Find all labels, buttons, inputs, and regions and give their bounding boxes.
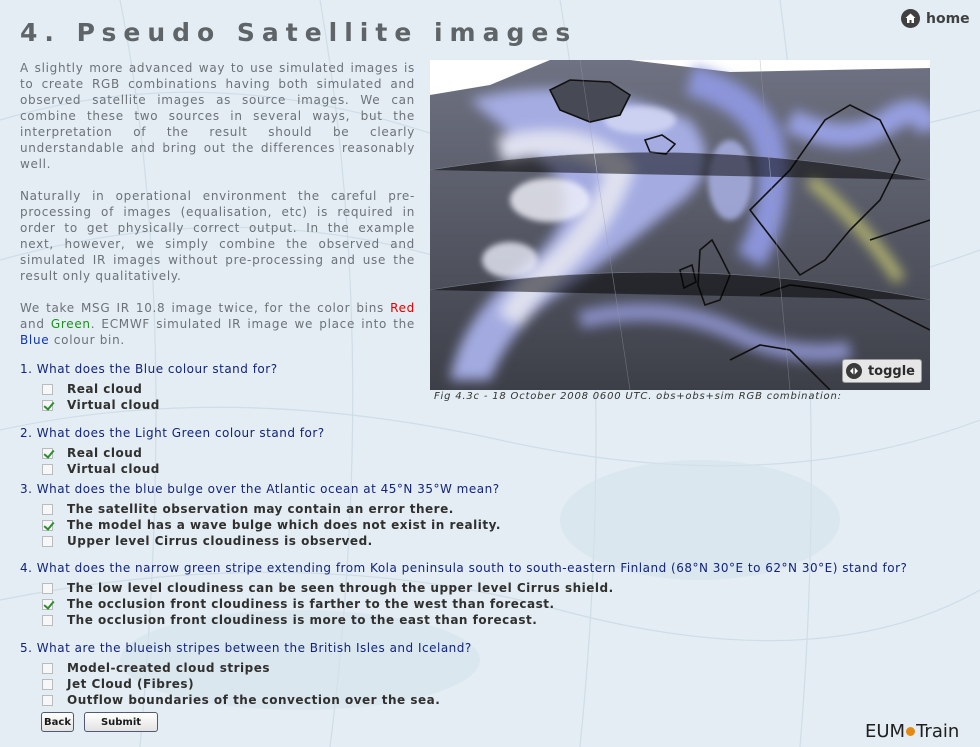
question-3 — [20, 482, 501, 549]
checkbox[interactable] — [42, 448, 53, 459]
question-5-text: 5. What are the blueish stripes between the British Isles and Iceland? — [20, 641, 472, 655]
red-bin-word: Red — [390, 301, 415, 315]
home-icon — [901, 9, 920, 28]
option-label: Outflow boundaries of the convection over the sea. — [67, 693, 441, 707]
checkbox[interactable] — [42, 695, 53, 706]
question-4-text: 4. What does the narrow green stripe extending from Kola peninsula south to south-eastern Finland (68°N 30°E to 62°N 30°E) stand for? — [20, 561, 908, 575]
q5-option-1[interactable] — [42, 660, 472, 676]
toggle-label: toggle — [867, 363, 915, 379]
option-label: Virtual cloud — [67, 462, 160, 476]
option-label: Upper level Cirrus cloudiness is observed. — [67, 534, 373, 548]
toggle-button[interactable] — [842, 359, 922, 383]
home-link[interactable] — [901, 9, 970, 28]
option-label: Virtual cloud — [67, 398, 160, 412]
q2-option-1[interactable] — [42, 445, 325, 461]
intro-paragraph-3 — [20, 300, 415, 348]
checkbox[interactable] — [42, 504, 53, 515]
logo-text-right: Train — [916, 721, 960, 742]
page-title: 4. Pseudo Satellite images — [20, 18, 578, 47]
figure-caption: Fig 4.3c - 18 October 2008 0600 UTC. obs+obs+sim RGB combination: — [434, 391, 842, 402]
satellite-image — [430, 60, 930, 390]
question-4 — [20, 561, 907, 628]
p3-text-b: and — [20, 317, 51, 331]
home-label: home — [926, 10, 970, 27]
q3-option-1[interactable] — [42, 501, 501, 517]
q4-option-2[interactable] — [42, 596, 907, 612]
p3-text-d: colour bin. — [49, 333, 125, 347]
intro-paragraph-1: A slightly more advanced way to use simulated images is to create RGB combinations having both simulated and observed satellite images as source images. We can combine these two sources in several ways, but the interpretation of the result should be clearly understandable and bring out the differences reasonably well. — [20, 61, 415, 171]
checkbox[interactable] — [42, 384, 53, 395]
logo-dot-icon — [906, 727, 915, 736]
p3-text-a: We take MSG IR 10.8 image twice, for the color bins — [20, 301, 391, 315]
q2-option-2[interactable] — [42, 461, 325, 477]
option-label: Model-created cloud stripes — [67, 661, 270, 675]
question-5 — [20, 641, 472, 708]
option-label: The model has a wave bulge which does not exist in reality. — [67, 518, 501, 532]
option-label: The low level cloudiness can be seen through the upper level Cirrus shield. — [67, 581, 614, 595]
satellite-rgb-image — [430, 60, 930, 390]
option-label: Real cloud — [67, 446, 143, 460]
checkbox[interactable] — [42, 536, 53, 547]
submit-button[interactable]: Submit — [84, 712, 158, 732]
intro-text — [20, 60, 415, 364]
q4-option-1[interactable] — [42, 580, 907, 596]
question-3-text: 3. What does the blue bulge over the Atlantic ocean at 45°N 35°W mean? — [20, 482, 500, 496]
option-label: Real cloud — [67, 382, 143, 396]
logo-text-left: EUM — [865, 721, 906, 742]
q5-option-3[interactable] — [42, 692, 472, 708]
checkbox[interactable] — [42, 679, 53, 690]
q1-option-2[interactable] — [42, 397, 278, 413]
eumetrain-logo — [865, 721, 959, 742]
checkbox[interactable] — [42, 400, 53, 411]
option-label: The satellite observation may contain an error there. — [67, 502, 454, 516]
toggle-icon — [846, 363, 862, 379]
q4-option-3[interactable] — [42, 612, 907, 628]
checkbox[interactable] — [42, 599, 53, 610]
q5-option-2[interactable] — [42, 676, 472, 692]
p3-text-c: . ECMWF simulated IR image we place into the — [90, 317, 415, 331]
checkbox[interactable] — [42, 583, 53, 594]
question-2-text: 2. What does the Light Green colour stand for? — [20, 426, 325, 440]
intro-paragraph-2: Naturally in operational environment the careful pre-processing of images (equalisation, etc) is required in order to get physically correct output. In the example next, however, we simply combine the observed and simulated IR images without pre-processing and use the result only qualitatively. — [20, 189, 415, 283]
option-label: Jet Cloud (Fibres) — [67, 677, 195, 691]
checkbox[interactable] — [42, 520, 53, 531]
question-1-text: 1. What does the Blue colour stand for? — [20, 362, 278, 376]
q1-option-1[interactable] — [42, 381, 278, 397]
q3-option-3[interactable] — [42, 533, 501, 549]
checkbox[interactable] — [42, 464, 53, 475]
option-label: The occlusion front cloudiness is farther to the west than forecast. — [67, 597, 555, 611]
blue-bin-word: Blue — [20, 333, 50, 347]
option-label: The occlusion front cloudiness is more to the east than forecast. — [67, 613, 538, 627]
checkbox[interactable] — [42, 663, 53, 674]
green-bin-word: Green — [50, 317, 91, 331]
question-1 — [20, 362, 278, 413]
q3-option-2[interactable] — [42, 517, 501, 533]
back-button[interactable]: Back — [41, 712, 74, 732]
checkbox[interactable] — [42, 615, 53, 626]
question-2 — [20, 426, 325, 477]
